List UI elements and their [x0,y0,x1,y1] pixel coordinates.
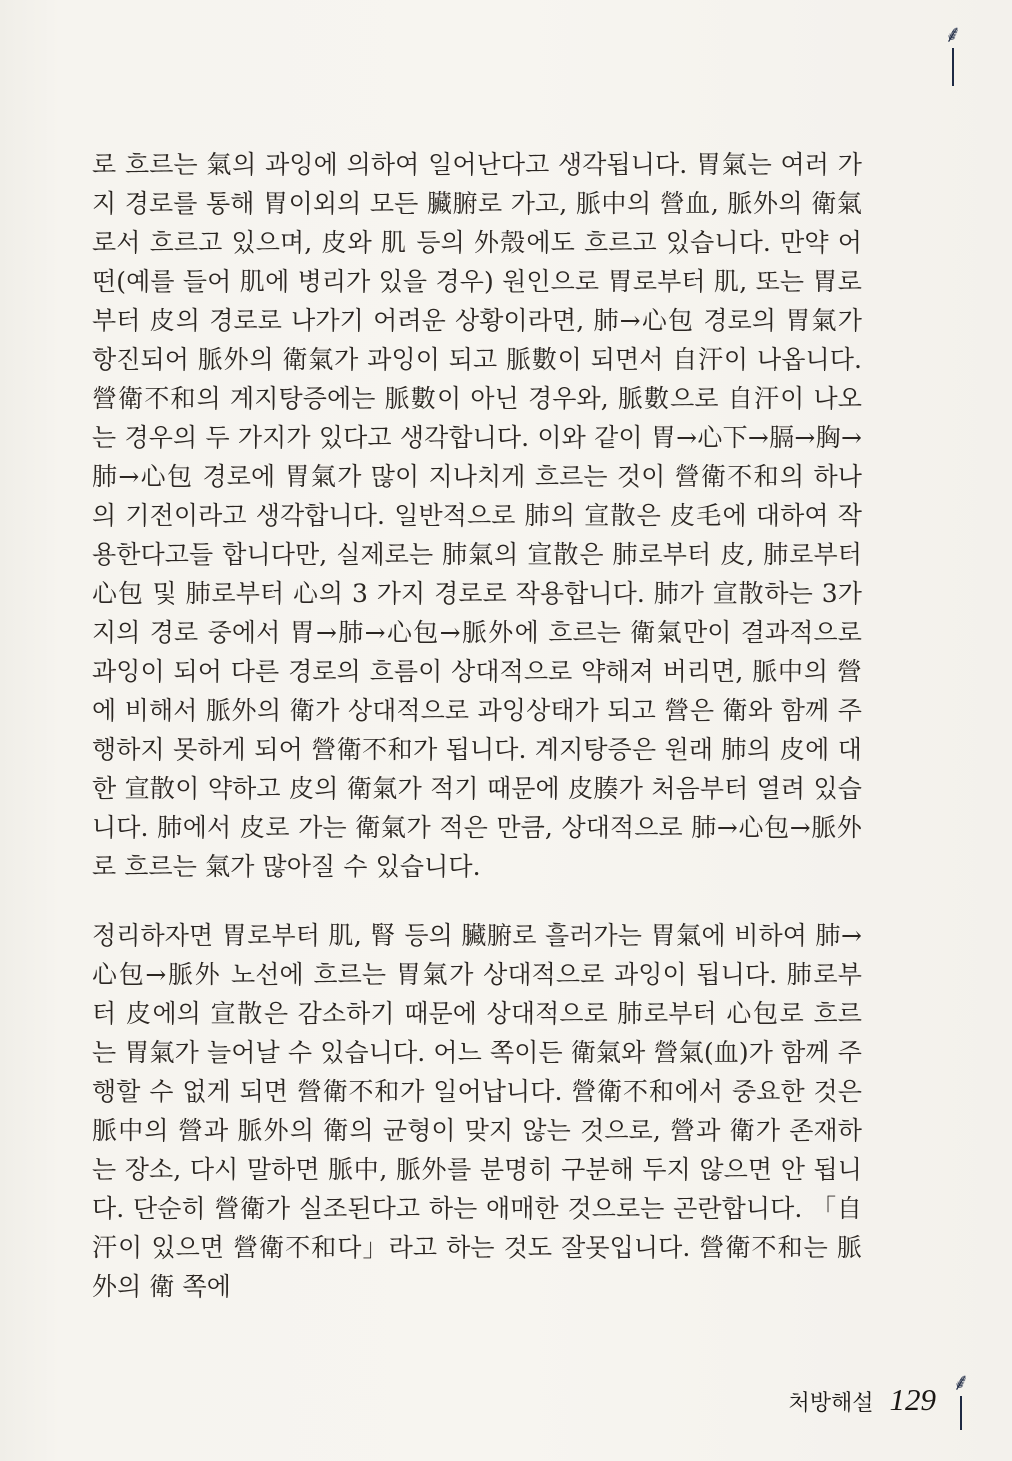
paragraph-2: 정리하자면 胃로부터 肌, 腎 등의 臟腑로 흘러가는 胃氣에 비하여 肺→心包→脈外 노선에 흐르는 胃氣가 상대적으로 과잉이 됩니다. 肺로부터 皮에의 宣散은 감소하기 때문에 상대적으로 肺로부터 心包로 흐르는 胃氣가 늘어날 수 있습니다. 어느 쪽이든 衛氣와 營氣(血)가 함께 주행할 수 없게 되면 營衛不和가 일어납니다. 營衛不和에서 중요한 것은 脈中의 營과 脈外의 衛의 균형이 맞지 않는 것으로, 營과 衛가 존재하는 장소, 다시 말하면 脈中, 脈外를 분명히 구분해 두지 않으면 안 됩니다. 단순히 營衛가 실조된다고 하는 애매한 것으로는 곤란합니다. 「自汗이 있으면 營衛不和다」라고 하는 것도 잘못입니다. 營衛不和는 脈外의 衛 쪽에 [92,921,862,1301]
page-footer [788,1382,936,1418]
paragraph-1: 로 흐르는 氣의 과잉에 의하여 일어난다고 생각됩니다. 胃氣는 여러 가지 경로를 통해 胃이외의 모든 臟腑로 가고, 脈中의 營血, 脈外의 衛氣로서 흐르고 있으며, 皮와 肌 등의 外殼에도 흐르고 있습니다. 만약 어떤(예를 들어 肌에 병리가 있을 경우) 원인으로 胃로부터 肌, 또는 胃로부터 皮의 경로로 나가기 어려운 상황이라면, 肺→心包 경로의 胃氣가 항진되어 脈外의 衛氣가 과잉이 되고 脈數이 되면서 自汗이 나옵니다. 營衛不和의 계지탕증에는 脈數이 아닌 경우와, 脈數으로 自汗이 나오는 경우의 두 가지가 있다고 생각합니다. 이와 같이 胃→心下→膈→胸→肺→心包 경로에 胃氣가 많이 지나치게 흐르는 것이 營衛不和의 하나의 기전이라고 생각합니다. 일반적으로 肺의 宣散은 皮毛에 대하여 작용한다고들 합니다만, 실제로는 肺氣의 宣散은 肺로부터 皮, 肺로부터 心包 및 肺로부터 心의 3 가지 경로로 작용합니다. 肺가 宣散하는 3가지의 경로 중에서 胃→肺→心包→脈外에 흐르는 衛氣만이 결과적으로 과잉이 되어 다른 경로의 흐름이 상대적으로 약해져 버리면, 脈中의 營에 비해서 脈外의 衛가 상대적으로 과잉상태가 되고 營은 衛와 함께 주행하지 못하게 되어 營衛不和가 됩니다. 계지탕증은 원래 肺의 皮에 대한 宣散이 약하고 皮의 衛氣가 적기 때문에 皮腠가 처음부터 열려 있습니다. 肺에서 皮로 가는 衛氣가 적은 만큼, 상대적으로 肺→心包→脈外로 흐르는 氣가 많아질 수 있습니다. [92,150,862,881]
top-ornament-icon: ⸙ [944,22,962,86]
page-number: 129 [889,1382,936,1417]
body-text [92,145,862,1306]
section-title: 처방해설 [788,1391,874,1416]
bottom-ornament-icon: ⸙ [952,1370,970,1430]
